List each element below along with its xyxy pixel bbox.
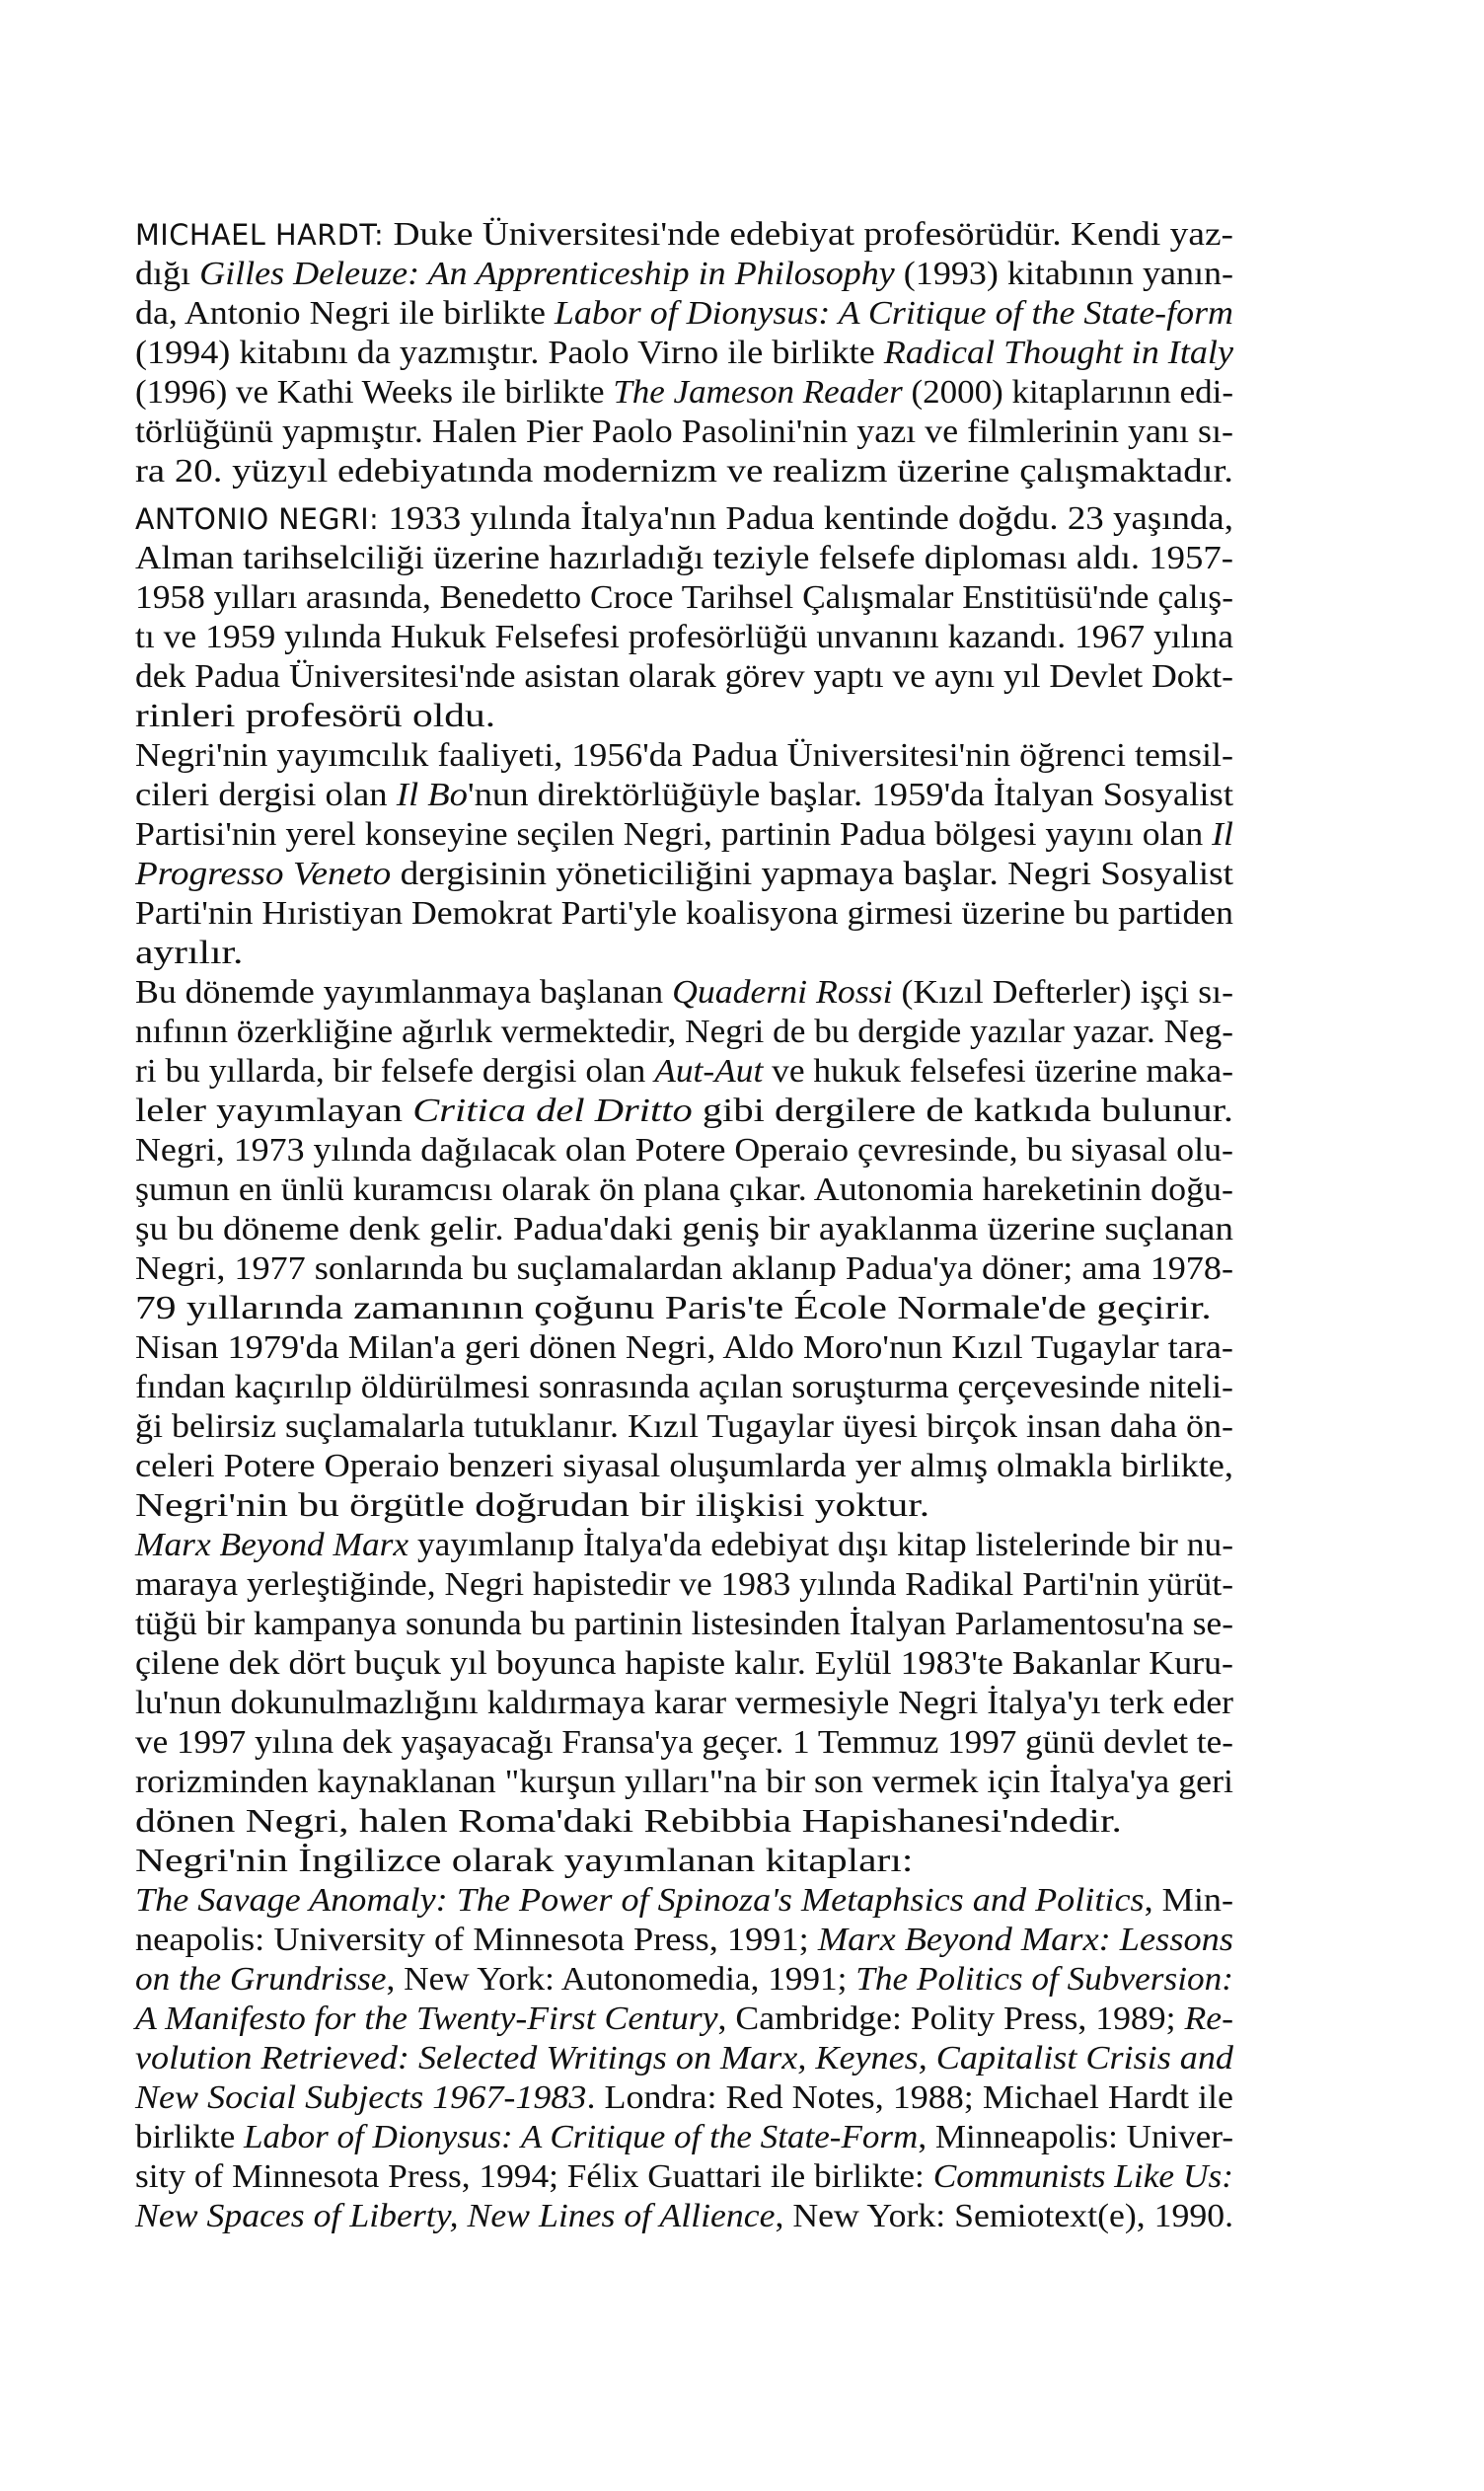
italic-title: Il bbox=[1212, 816, 1233, 853]
text-line bbox=[135, 1131, 1233, 1170]
text-line bbox=[135, 934, 1233, 973]
line-content bbox=[135, 894, 1233, 934]
italic-title: Re- bbox=[1184, 2000, 1233, 2037]
text-line bbox=[135, 1289, 1233, 1328]
line-content bbox=[135, 1842, 913, 1881]
line-content bbox=[135, 1802, 1122, 1842]
text-line bbox=[135, 539, 1233, 578]
paragraph-michael-hardt bbox=[135, 215, 1233, 491]
text-run: (1994) kitabını da yazmıştır. Paolo Virno ile birlikte bbox=[135, 335, 884, 371]
text-line bbox=[135, 1407, 1233, 1447]
text-line bbox=[135, 1170, 1233, 1210]
text-line bbox=[135, 894, 1233, 934]
italic-title: Labor of Dionysus: A Critique of the State-Form bbox=[244, 2119, 919, 2155]
italic-title: on the Grundrisse bbox=[135, 1961, 387, 1998]
line-content bbox=[135, 1131, 1233, 1170]
text-line bbox=[135, 499, 1233, 539]
text-run: , Cambridge: Polity Press, 1989; bbox=[717, 2000, 1185, 2037]
text-line bbox=[135, 1684, 1233, 1723]
text-run: 1958 yılları arasında, Benedetto Croce Tarihsel Çalışmalar Enstitüsü'nde çalış- bbox=[135, 579, 1233, 616]
line-content bbox=[135, 578, 1233, 618]
line-content bbox=[135, 855, 1233, 894]
text-line bbox=[135, 1013, 1233, 1052]
text-run: Negri, 1977 sonlarında bu suçlamalardan aklanıp Padua'ya döner; ama 1978- bbox=[135, 1250, 1233, 1287]
line-content bbox=[135, 1328, 1233, 1368]
line-content bbox=[135, 934, 243, 973]
text-run: celeri Potere Operaio benzeri siyasal oluşumlarda yer almış olmakla birlikte, bbox=[135, 1448, 1234, 1484]
text-run: maraya yerleştiğinde, Negri hapistedir ve 1983 yılında Radikal Parti'nin yürüt- bbox=[135, 1566, 1233, 1603]
italic-title: The Politics of Subversion: bbox=[855, 1961, 1233, 1998]
text-run: tüğü bir kampanya sonunda bu partinin listesinden İtalyan Parlamentosu'na se- bbox=[135, 1606, 1233, 1642]
text-run: şu bu döneme denk gelir. Padua'daki geniş bir ayaklanma üzerine suçlanan bbox=[135, 1211, 1233, 1247]
line-content bbox=[135, 776, 1233, 815]
text-run: ve hukuk felsefesi üzerine maka- bbox=[763, 1053, 1233, 1090]
text-line bbox=[135, 736, 1233, 776]
text-run: ra 20. yüzyıl edebiyatında modernizm ve realizm üzerine çalışmaktadır. bbox=[135, 453, 1233, 490]
line-content bbox=[135, 2157, 1233, 2197]
text-line bbox=[135, 815, 1233, 855]
text-line bbox=[135, 1210, 1233, 1249]
text-run: gibi dergilere de katkıda bulunur. bbox=[692, 1093, 1233, 1129]
text-run: cileri dergisi olan bbox=[135, 777, 397, 813]
line-content bbox=[135, 1526, 1233, 1565]
text-line bbox=[135, 1526, 1233, 1565]
line-content bbox=[135, 1605, 1233, 1644]
italic-title: Radical Thought in Italy bbox=[883, 335, 1233, 371]
text-line bbox=[135, 855, 1233, 894]
line-content bbox=[135, 1921, 1233, 1960]
text-line bbox=[135, 1565, 1233, 1605]
text-line bbox=[135, 1052, 1233, 1092]
line-content bbox=[135, 1289, 1212, 1328]
text-line bbox=[135, 1092, 1233, 1131]
line-content bbox=[135, 2078, 1233, 2118]
text-line bbox=[135, 618, 1233, 657]
text-run: ği belirsiz suçlamalarla tutuklanır. Kızıl Tugaylar üyesi birçok insan daha ön- bbox=[135, 1408, 1233, 1445]
text-line bbox=[135, 1249, 1233, 1289]
text-run: Negri'nin yayımcılık faaliyeti, 1956'da Padua Üniversitesi'nin öğrenci temsil- bbox=[135, 737, 1233, 774]
document-page bbox=[135, 215, 1233, 2236]
text-run: ri bu yıllarda, bir felsefe dergisi olan bbox=[135, 1053, 655, 1090]
text-run: dığı bbox=[135, 256, 200, 292]
text-run: neapolis: University of Minnesota Press, 1991; bbox=[135, 1922, 818, 1958]
italic-title: Progresso Veneto bbox=[135, 856, 392, 892]
text-run: dönen Negri, halen Roma'daki Rebibbia Hapishanesi'ndedir. bbox=[135, 1803, 1122, 1840]
line-content bbox=[135, 2118, 1233, 2157]
line-content bbox=[135, 1486, 929, 1526]
text-run: Negri, 1973 yılında dağılacak olan Potere Operaio çevresinde, bu siyasal olu- bbox=[135, 1132, 1233, 1169]
line-content bbox=[135, 294, 1233, 334]
line-content bbox=[135, 255, 1233, 294]
text-line bbox=[135, 973, 1233, 1013]
line-content bbox=[135, 1210, 1233, 1249]
line-content bbox=[135, 1249, 1233, 1289]
line-content bbox=[135, 2197, 1233, 2236]
text-run: nıfının özerkliğine ağırlık vermektedir, Negri de bu dergide yazılar yazar. Neg- bbox=[135, 1014, 1233, 1050]
text-run: Negri'nin bu örgütle doğrudan bir ilişkisi yoktur. bbox=[135, 1487, 930, 1524]
text-run: Bu dönemde yayımlanmaya başlanan bbox=[135, 974, 673, 1011]
text-line bbox=[135, 578, 1233, 618]
text-line bbox=[135, 1763, 1233, 1802]
line-content bbox=[135, 215, 1233, 255]
text-run: rorizminden kaynaklanan "kurşun yılları"na bir son vermek için İtalya'ya geri bbox=[135, 1764, 1233, 1800]
line-content bbox=[135, 1881, 1233, 1921]
text-run: rinleri profesörü oldu. bbox=[135, 698, 496, 734]
text-run: Parti'nin Hıristiyan Demokrat Parti'yle koalisyona girmesi üzerine bu partiden bbox=[135, 895, 1233, 932]
line-content bbox=[135, 1407, 1233, 1447]
author-name: MICHAEL HARDT: bbox=[135, 218, 385, 252]
text-line bbox=[135, 2000, 1233, 2039]
italic-title: A Manifesto for the Twenty-First Century bbox=[135, 2000, 718, 2037]
line-content bbox=[135, 2000, 1233, 2039]
text-run: birlikte bbox=[135, 2119, 245, 2155]
text-run: ve 1997 yılına dek yaşayacağı Fransa'ya geçer. 1 Temmuz 1997 günü devlet te- bbox=[135, 1724, 1233, 1761]
line-content bbox=[135, 736, 1233, 776]
italic-title: Labor of Dionysus: A Critique of the State-form bbox=[554, 295, 1233, 332]
text-line bbox=[135, 255, 1233, 294]
text-line bbox=[135, 1723, 1233, 1763]
text-run: dergisinin yöneticiliğini yapmaya başlar. Negri Sosyalist bbox=[391, 856, 1233, 892]
line-content bbox=[135, 1052, 1233, 1092]
italic-title: Communists Like Us: bbox=[932, 2158, 1233, 2195]
text-line bbox=[135, 1802, 1233, 1842]
line-content bbox=[135, 499, 1233, 539]
line-content bbox=[135, 334, 1233, 373]
line-content bbox=[135, 452, 1233, 491]
text-run: yayımlanıp İtalya'da edebiyat dışı kitap listelerinde bir nu- bbox=[408, 1527, 1233, 1563]
text-run: . Londra: Red Notes, 1988; Michael Hardt ile bbox=[586, 2079, 1233, 2116]
text-run: şumun en ünlü kuramcısı olarak ön plana çıkar. Autonomia hareketinin doğu- bbox=[135, 1171, 1233, 1208]
text-line bbox=[135, 1605, 1233, 1644]
text-line bbox=[135, 373, 1233, 413]
italic-title: Quaderni Rossi bbox=[672, 974, 893, 1011]
line-content bbox=[135, 413, 1233, 452]
text-run: , Min- bbox=[1144, 1882, 1233, 1919]
line-content bbox=[135, 815, 1233, 855]
text-run: çilene dek dört buçuk yıl boyunca hapiste kalır. Eylül 1983'te Bakanlar Kuru- bbox=[135, 1645, 1233, 1682]
text-line bbox=[135, 776, 1233, 815]
text-run: ayrılır. bbox=[135, 935, 244, 971]
text-line bbox=[135, 1328, 1233, 1368]
text-run: sity of Minnesota Press, 1994; Félix Guattari ile birlikte: bbox=[135, 2158, 933, 2195]
line-content bbox=[135, 2039, 1233, 2078]
line-content bbox=[135, 1092, 1233, 1131]
text-run: da, Antonio Negri ile birlikte bbox=[135, 295, 555, 332]
line-content bbox=[135, 1763, 1233, 1802]
text-run: Negri'nin İngilizce olarak yayımlanan kitapları: bbox=[135, 1843, 914, 1879]
text-line bbox=[135, 657, 1233, 697]
text-line bbox=[135, 413, 1233, 452]
text-run: Nisan 1979'da Milan'a geri dönen Negri, Aldo Moro'nun Kızıl Tugaylar tara- bbox=[135, 1329, 1233, 1366]
text-run: , Minneapolis: Univer- bbox=[918, 2119, 1233, 2155]
text-line bbox=[135, 1447, 1233, 1486]
line-content bbox=[135, 1684, 1233, 1723]
line-content bbox=[135, 618, 1233, 657]
text-run: (Kızıl Defterler) işçi sı- bbox=[892, 974, 1233, 1011]
line-content bbox=[135, 697, 495, 736]
text-line bbox=[135, 2039, 1233, 2078]
text-run: 79 yıllarında zamanının çoğunu Paris'te École Normale'de geçirir. bbox=[135, 1290, 1212, 1326]
line-content bbox=[135, 1368, 1233, 1407]
paragraph-gap bbox=[135, 491, 1233, 499]
text-run: tı ve 1959 yılında Hukuk Felsefesi profesörlüğü unvanını kazandı. 1967 yılına bbox=[135, 619, 1233, 655]
text-run: (1996) ve Kathi Weeks ile birlikte bbox=[135, 374, 614, 411]
text-line bbox=[135, 1960, 1233, 2000]
text-run: Duke Üniversitesi'nde edebiyat profesörüdür. Kendi yaz- bbox=[384, 216, 1233, 253]
text-run: , New York: Autonomedia, 1991; bbox=[386, 1961, 856, 1998]
text-run: 1933 yılında İtalya'nın Padua kentinde doğdu. 23 yaşında, bbox=[379, 500, 1233, 537]
text-run: (1993) kitabının yanın- bbox=[894, 256, 1233, 292]
text-run: 'nun direktörlüğüyle başlar. 1959'da İtalyan Sosyalist bbox=[467, 777, 1233, 813]
text-line bbox=[135, 215, 1233, 255]
line-content bbox=[135, 1960, 1233, 2000]
text-run: leler yayımlayan bbox=[135, 1093, 413, 1129]
text-run: dek Padua Üniversitesi'nde asistan olarak görev yaptı ve aynı yıl Devlet Dokt- bbox=[135, 658, 1233, 695]
text-line bbox=[135, 2197, 1233, 2236]
line-content bbox=[135, 1644, 1233, 1684]
author-name: ANTONIO NEGRI: bbox=[135, 502, 380, 536]
text-line bbox=[135, 1644, 1233, 1684]
italic-title: Marx Beyond Marx: Lessons bbox=[817, 1922, 1233, 1958]
italic-title: New Spaces of Liberty, New Lines of Allience bbox=[135, 2198, 776, 2234]
italic-title: Marx Beyond Marx bbox=[135, 1527, 409, 1563]
line-content bbox=[135, 539, 1233, 578]
paragraph-antonio-negri bbox=[135, 499, 1233, 2236]
italic-title: New Social Subjects 1967-1983 bbox=[135, 2079, 587, 2116]
text-run: fından kaçırılıp öldürülmesi sonrasında açılan soruşturma çerçevesinde niteli- bbox=[135, 1369, 1233, 1405]
line-content bbox=[135, 1723, 1233, 1763]
italic-title: Gilles Deleuze: An Apprenticeship in Philosophy bbox=[199, 256, 895, 292]
text-run: , New York: Semiotext(e), 1990. bbox=[775, 2198, 1233, 2234]
line-content bbox=[135, 1170, 1233, 1210]
line-content bbox=[135, 1013, 1233, 1052]
text-line bbox=[135, 2157, 1233, 2197]
text-run: Alman tarihselciliği üzerine hazırladığı teziyle felsefe diploması aldı. 1957- bbox=[135, 540, 1233, 576]
text-run: Partisi'nin yerel konseyine seçilen Negri, partinin Padua bölgesi yayını olan bbox=[135, 816, 1213, 853]
line-content bbox=[135, 657, 1233, 697]
text-line bbox=[135, 294, 1233, 334]
text-line bbox=[135, 2118, 1233, 2157]
text-line bbox=[135, 1486, 1233, 1526]
line-content bbox=[135, 1447, 1233, 1486]
italic-title: Il Bo bbox=[396, 777, 468, 813]
italic-title: The Jameson Reader bbox=[613, 374, 903, 411]
text-line bbox=[135, 1881, 1233, 1921]
italic-title: Critica del Dritto bbox=[412, 1093, 693, 1129]
italic-title: volution Retrieved: Selected Writings on Marx, Keynes, Capitalist Crisis and bbox=[135, 2040, 1233, 2076]
text-line bbox=[135, 1368, 1233, 1407]
text-line bbox=[135, 2078, 1233, 2118]
text-run: törlüğünü yapmıştır. Halen Pier Paolo Pasolini'nin yazı ve filmlerinin yanı sı- bbox=[135, 414, 1233, 450]
text-line bbox=[135, 1842, 1233, 1881]
text-run: lu'nun dokunulmazlığını kaldırmaya karar vermesiyle Negri İtalya'yı terk eder bbox=[135, 1685, 1233, 1721]
text-line bbox=[135, 334, 1233, 373]
text-run: (2000) kitaplarının edi- bbox=[902, 374, 1233, 411]
italic-title: The Savage Anomaly: The Power of Spinoza's Metaphsics and Politics bbox=[135, 1882, 1145, 1919]
line-content bbox=[135, 973, 1233, 1013]
text-line bbox=[135, 452, 1233, 491]
text-line bbox=[135, 697, 1233, 736]
line-content bbox=[135, 373, 1233, 413]
line-content bbox=[135, 1565, 1233, 1605]
italic-title: Aut-Aut bbox=[654, 1053, 764, 1090]
text-line bbox=[135, 1921, 1233, 1960]
